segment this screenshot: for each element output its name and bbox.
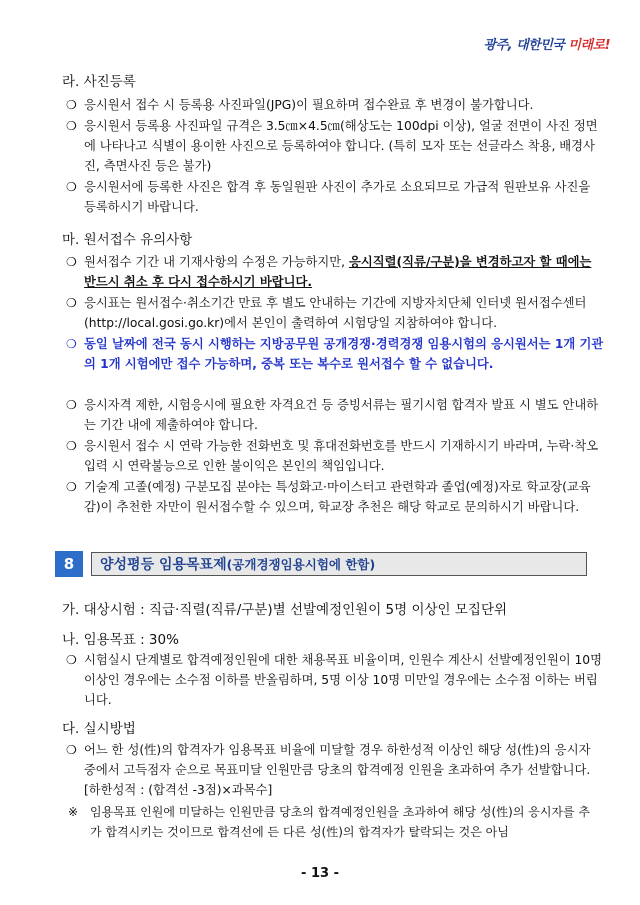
- list-item: ❍ 기술계 고졸(예정) 구분모집 분야는 특성화고·마이스터고 관련학과 졸업(예정)자로 학교장(교육감)이 추천한 자만이 원서접수할 수 있으며, 학교장 추천은 해당 학교로 문의하시기 바랍니다.: [66, 480, 591, 514]
- section-number: 8: [55, 551, 83, 577]
- list-item: ❍ 응시원서 접수 시 등록용 사진파일(JPG)이 필요하며 접수완료 후 변경이 불가합니다.: [66, 98, 534, 112]
- heading-method: 다. 실시방법: [62, 721, 136, 737]
- list-item: ❍ 응시원서 등록용 사진파일 규격은 3.5㎝×4.5㎝(해상도는 100dpi 이상), 얼굴 전면이 사진 정면에 나타나고 식별이 용이한 사진으로 등록하여야 합니다. (특히 모자 또는 선글라스 착용, 배경사진, 측면사진 등은 불가): [66, 119, 598, 173]
- heading-target-exam: 가. 대상시험 : 직급·직렬(직류/구분)별 선발예정인원이 5명 이상인 모집단위: [62, 602, 508, 618]
- list-item: ❍ 응시원서 접수 시 연락 가능한 전화번호 및 휴대전화번호를 반드시 기재하시기 바라며, 누락·착오 입력 시 연락불능으로 인한 불이익은 본인의 책임입니다.: [66, 439, 599, 473]
- list-item: ❍ 응시원서에 등록한 사진은 합격 후 동일원판 사진이 추가로 소요되므로 가급적 원판보유 사진을 등록하시기 바랍니다.: [66, 180, 591, 214]
- list-item: ❍ 동일 날짜에 전국 동시 시행하는 지방공무원 공개경쟁·경력경쟁 임용시험의 응시원서는 1개 기관의 1개 시험에만 접수 가능하며, 중복 또는 복수로 원서접수 할 수 없습니다.: [66, 337, 604, 371]
- section-header: [55, 552, 587, 576]
- list-item: ❍ 어느 한 성(性)의 합격자가 임용목표 비율에 미달할 경우 하한성적 이상인 해당 성(性)의 응시자 중에서 고득점자 순으로 목표미달 인원만큼 당초의 합격예정 인원을 초과하여 추가 선발합니다. [하한성적 : (합격선 -3점)×과목수]: [66, 743, 591, 797]
- heading-target-ratio: 나. 임용목표 : 30%: [62, 632, 179, 648]
- list-item: ❍ 원서접수 기간 내 기재사항의 수정은 가능하지만, 응시직렬(직류/구분)을 변경하고자 할 때에는 반드시 취소 후 다시 접수하시기 바랍니다.: [66, 255, 592, 289]
- page-number: - 13 -: [301, 866, 339, 881]
- list-item: ❍ 시험실시 단계별로 합격예정인원에 대한 채용목표 비율이며, 인원수 계산시 선발예정인원이 10명 이상인 경우에는 소수점 이하를 반올림하며, 5명 이상 10명 미만일 경우에는 소수점 이하는 버립니다.: [66, 653, 603, 707]
- heading-application-notes: 마. 원서접수 유의사항: [62, 232, 193, 248]
- list-item: ❍ 응시자격 제한, 시험응시에 필요한 자격요건 등 증빙서류는 필기시험 합격자 발표 시 별도 안내하는 기간 내에 제출하여야 합니다.: [66, 398, 599, 432]
- list-item: ❍ 응시표는 원서접수·취소기간 만료 후 별도 안내하는 기간에 지방자치단체 인터넷 원서접수센터(http://local.gosi.go.kr)에서 본인이 출력하여 시험당일 지참하여야 합니다.: [66, 296, 587, 330]
- section-title: 양성평등 임용목표제 (공개경쟁임용시험에 한함): [91, 552, 587, 576]
- heading-photo-registration: 라. 사진등록: [62, 74, 136, 90]
- footnote: ※ 임용목표 인원에 미달하는 인원만큼 당초의 합격예정인원을 초과하여 해당 성(性)의 응시자를 추가 합격시키는 것이므로 합격선에 든 다른 성(性)의 합격자가 탈락되는 것은 아님: [68, 805, 591, 839]
- city-logo: 광주, 대한민국 미래로!: [483, 38, 610, 53]
